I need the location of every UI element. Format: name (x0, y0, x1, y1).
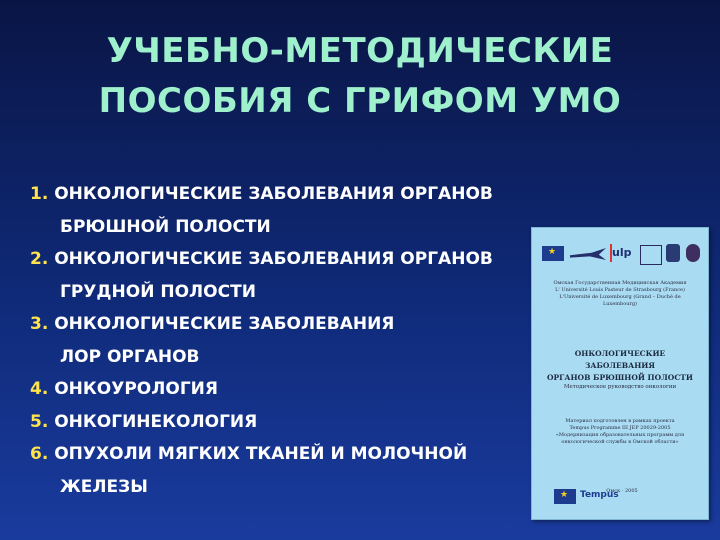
book-year: Омск · 2005 (606, 488, 638, 494)
list-item-4 (30, 373, 530, 406)
list-item-6 (30, 438, 530, 503)
ulp-logo-label: ulp (612, 246, 632, 259)
item-number: 4. (30, 379, 49, 399)
book-title-line: ОНКОЛОГИЧЕСКИЕ ЗАБОЛЕВАНИЯ (574, 349, 666, 370)
title-line-2: ПОСОБИЯ С ГРИФОМ УМО (98, 81, 622, 121)
item-text: ОНКОЛОГИЧЕСКИЕ ЗАБОЛЕВАНИЯ ОРГАНОВ (54, 184, 493, 204)
book-info-line: Tempus Programme III JEP 20029-2005 (569, 425, 671, 431)
item-text: ОПУХОЛИ МЯГКИХ ТКАНЕЙ И МОЛОЧНОЙ (54, 444, 468, 464)
item-text: ОНКОЛОГИЧЕСКИЕ ЗАБОЛЕВАНИЯ (54, 314, 395, 334)
item-text: ОНКОУРОЛОГИЯ (54, 379, 218, 399)
item-number: 6. (30, 444, 49, 464)
slide-title (0, 26, 720, 126)
university-logo-icon (640, 245, 662, 265)
item-number: 3. (30, 314, 49, 334)
book-title-line: ОРГАНОВ БРЮШНОЙ ПОЛОСТИ (547, 373, 693, 382)
book-header (544, 280, 696, 308)
item-number: 1. (30, 184, 49, 204)
book-info-line: «Модернизация образовательных программ для (555, 432, 685, 438)
book-header-line: L' Université Louis Pasteur de Strasbourg (France) (555, 287, 685, 293)
crest-icon (666, 244, 680, 262)
book-info (544, 418, 696, 446)
list-item-2 (30, 243, 530, 308)
item-text: ОНКОЛОГИЧЕСКИЕ ЗАБОЛЕВАНИЯ ОРГАНОВ (54, 249, 493, 269)
plane-logo-icon (570, 248, 606, 260)
list-item-5 (30, 406, 530, 439)
seal-icon (686, 244, 700, 262)
item-text-cont: ЛОР ОРГАНОВ (60, 346, 200, 367)
book-logos (540, 242, 700, 268)
book-title (540, 348, 700, 384)
book-header-line: L'Université de Luxembourg (Grand – Duché de Luxembourg) (559, 294, 681, 307)
tempus-logo: Tempus (580, 490, 619, 500)
manual-list (30, 178, 530, 503)
book-cover-image (531, 227, 709, 520)
book-info-line: Материал подготовлен в рамках проекта (565, 418, 675, 424)
item-text-cont: ГРУДНОЙ ПОЛОСТИ (60, 281, 256, 302)
item-number: 5. (30, 411, 49, 432)
list-item-1 (30, 178, 530, 243)
list-item-3 (30, 308, 530, 373)
book-header-line: Омская Государственная Медицинская Академия (553, 280, 687, 286)
title-line-1: УЧЕБНО-МЕТОДИЧЕСКИЕ (106, 31, 614, 71)
eu-flag-icon (554, 489, 576, 504)
item-text: ОНКОГИНЕКОЛОГИЯ (54, 411, 258, 432)
item-text-cont: ЖЕЛЕЗЫ (60, 476, 148, 497)
book-info-line: онкологической службы в Омской области» (561, 439, 679, 445)
item-number: 2. (30, 249, 49, 269)
item-text-cont: БРЮШНОЙ ПОЛОСТИ (60, 216, 271, 237)
book-subtitle: Методическое руководство онкологии (563, 384, 677, 390)
eu-flag-icon (542, 246, 564, 261)
